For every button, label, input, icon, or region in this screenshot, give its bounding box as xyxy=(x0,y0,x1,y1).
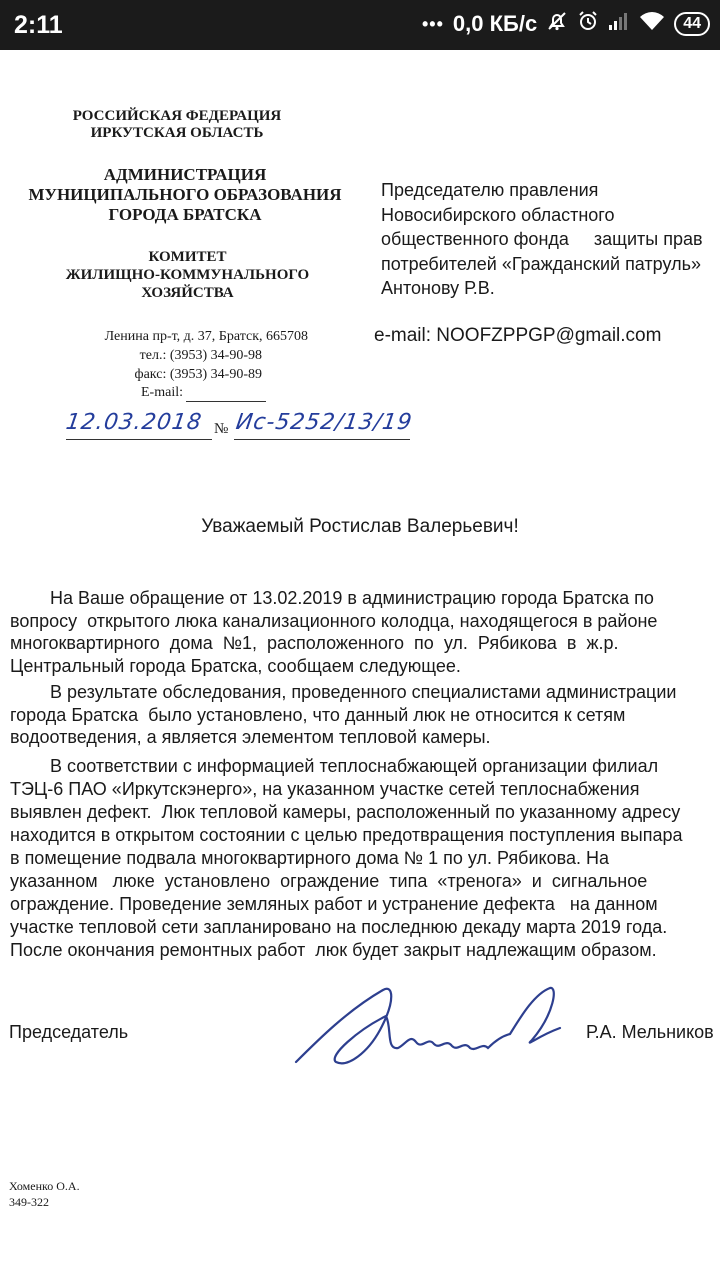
recipient-line3: общественного фонда защиты прав xyxy=(381,229,703,249)
executor-phone: 349-322 xyxy=(9,1195,49,1209)
body-line: многоквартирного дома №1, расположенного по ул. Рябикова в ж.р. xyxy=(10,633,619,653)
body-line: В соответствии с информацией теплоснабжающей организации филиал xyxy=(10,756,659,776)
letterhead-committee-line3: ХОЗЯЙСТВА xyxy=(141,285,234,301)
body-line: в помещение подвала многоквартирного дома № 1 по ул. Рябикова. На xyxy=(10,848,609,868)
body-line: выявлен дефект. Люк тепловой камеры, расположенный по указанному адресу xyxy=(10,802,681,822)
recipient-line5: Антонову Р.В. xyxy=(381,278,495,298)
letterhead-admin-line1: АДМИНИСТРАЦИЯ xyxy=(103,165,267,184)
recipient-line4: потребителей «Гражданский патруль» xyxy=(381,253,701,274)
recipient-block xyxy=(381,178,703,301)
more-notifications-icon: ••• xyxy=(422,13,444,34)
number-underline xyxy=(234,439,410,440)
greeting: Уважаемый Ростислав Валерьевич! xyxy=(201,516,519,537)
handwritten-date: 12.03.2018 xyxy=(64,410,204,435)
wifi-icon xyxy=(639,11,665,37)
letterhead-phone: тел.: (3953) 34-90-98 xyxy=(139,348,262,363)
body-line: На Ваше обращение от 13.02.2019 в администрацию города Братска по xyxy=(10,588,654,608)
status-bar xyxy=(0,0,720,50)
letterhead-fax: факс: (3953) 34-90-89 xyxy=(134,367,262,382)
letterhead-admin-line2: МУНИЦИПАЛЬНОГО ОБРАЗОВАНИЯ xyxy=(28,185,342,204)
executor-name: Хоменко О.А. xyxy=(9,1179,80,1193)
signature-title: Председатель xyxy=(9,1022,129,1042)
recipient-line2: Новосибирского областного xyxy=(381,204,615,225)
battery-icon: 44 xyxy=(674,12,710,36)
body-line: водоотведения, а является элементом тепловой камеры. xyxy=(10,727,491,747)
letterhead-admin-line3: ГОРОДА БРАТСКА xyxy=(108,205,262,224)
handwritten-signature xyxy=(288,970,588,1080)
letterhead-address: Ленина пр-т, д. 37, Братск, 665708 xyxy=(104,329,308,344)
letterhead-committee-line2: ЖИЛИЩНО-КОММУНАЛЬНОГО xyxy=(65,267,310,283)
bell-muted-icon xyxy=(546,10,568,38)
status-time: 2:11 xyxy=(14,11,63,39)
body-line: участке тепловой сети запланировано на последнюю декаду марта 2019 года. xyxy=(10,917,668,937)
letterhead-email-label: E-mail: xyxy=(141,385,183,400)
scanned-letter xyxy=(0,50,720,1280)
letterhead-region: ИРКУТСКАЯ ОБЛАСТЬ xyxy=(90,125,264,141)
body-line: ограждение. Проведение земляных работ и устранение дефекта на данном xyxy=(10,894,658,914)
letterhead-country: РОССИЙСКАЯ ФЕДЕРАЦИЯ xyxy=(72,108,282,124)
body-line: города Братска было установлено, что данный люк не относится к сетям xyxy=(10,704,626,725)
handwritten-reference-number: Ис-5252/13/19 xyxy=(234,410,415,435)
date-underline xyxy=(66,439,212,440)
email-underline xyxy=(186,401,266,402)
alarm-icon xyxy=(577,10,599,38)
recipient-email: e-mail: NOOFZPPGP@gmail.com xyxy=(374,325,662,346)
signer-name: Р.А. Мельников xyxy=(586,1022,714,1042)
recipient-line1: Председателю правления xyxy=(381,180,599,200)
number-label: № xyxy=(214,421,229,437)
body-line: указанном люке установлено ограждение типа «тренога» и сигнальное xyxy=(10,871,648,891)
body-line: После окончания ремонтных работ люк будет закрыт надлежащим образом. xyxy=(10,940,657,960)
body-line: ТЭЦ-6 ПАО «Иркутскэнерго», на указанном участке сетей теплоснабжения xyxy=(10,779,640,799)
body-line: вопросу открытого люка канализационного колодца, находящегося в районе xyxy=(10,610,658,631)
body-line: находится в открытом состоянии с целью предотвращения поступления выпара xyxy=(10,825,683,845)
footer xyxy=(9,1178,80,1210)
signal-icon xyxy=(608,11,630,37)
body-line: В результате обследования, проведенного специалистами администрации xyxy=(10,682,677,702)
network-speed: 0,0 КБ/с xyxy=(452,11,538,36)
letterhead-committee-line1: КОМИТЕТ xyxy=(148,249,227,265)
status-icons xyxy=(422,10,710,38)
body-line: Центральный города Братска, сообщаем следующее. xyxy=(10,655,461,676)
